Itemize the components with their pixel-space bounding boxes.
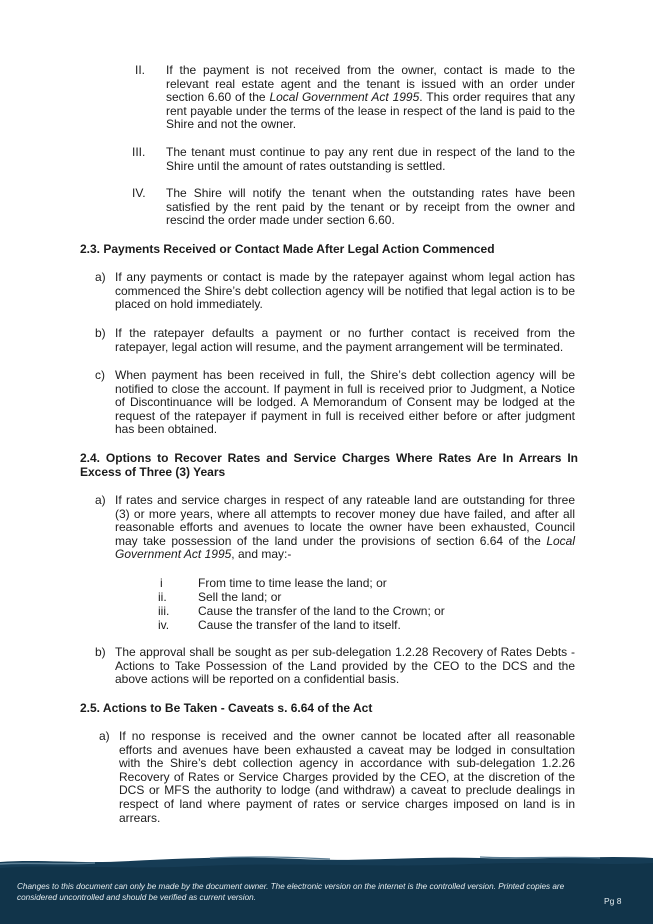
section-heading: 2.3. Payments Received or Contact Made After Legal Action Commenced	[80, 242, 495, 256]
footer-disclaimer: Changes to this document can only be made by the document owner. The electronic version on the internet is the controlled version. Printed copies are considered uncontrolled and should be verified as current version.	[17, 882, 565, 902]
sub-list-text: Sell the land; or	[198, 590, 282, 604]
sub-list-marker: i	[160, 576, 163, 590]
list-item-text: If the ratepayer defaults a payment or no further contact is received from the ratepayer, legal action will resume, and the payment arrangement will be terminated.	[115, 326, 575, 354]
list-marker: b)	[95, 645, 106, 659]
list-item-text: If the payment is not received from the owner, contact is made to the relevant real estate agent and the tenant is issued with an order under section 6.60 of the Local Government Act 1995. This order requires that any rent payable under the terms of the lease in respect of the land is paid to the Shire and not the owner.	[166, 63, 576, 132]
sub-list-marker: iv.	[158, 618, 170, 632]
list-item-text: If any payments or contact is made by the ratepayer against whom legal action has commenced the Shire’s debt collection agency will be notified that legal action is to be placed on hold immediately.	[115, 270, 575, 312]
sub-list-marker: iii.	[158, 604, 170, 618]
sub-list-text: From time to time lease the land; or	[198, 576, 387, 590]
list-marker: IV.	[132, 186, 146, 200]
list-item-text: If no response is received and the owner cannot be located after all reasonable efforts and avenues have been exhausted a caveat may be lodged in consultation with the Shire’s debt collection agency in accordance with sub-delegation 1.2.26 Recovery of Rates or Service Charges provided by the CEO, at the discretion of the DCS or MFS the authority to lodge (and withdraw) a caveat to preclude dealings in respect of land where payment of rates or service charges imposed on land is in arrears.	[119, 729, 575, 825]
list-marker: c)	[95, 368, 105, 382]
list-item-text: The approval shall be sought as per sub-delegation 1.2.28 Recovery of Rates Debts - Actions to Take Possession of the Land provided by the CEO to the DCS and the above actions will be reported on a confidential basis.	[115, 645, 575, 687]
list-marker: b)	[95, 326, 106, 340]
page-number: Pg 8	[604, 896, 622, 906]
list-item-text: The tenant must continue to pay any rent due in respect of the land to the Shire until the amount of rates outstanding is settled.	[166, 145, 575, 173]
sub-list-marker: ii.	[158, 590, 167, 604]
list-marker: a)	[95, 493, 106, 507]
list-item-text: When payment has been received in full, the Shire’s debt collection agency will be notified to close the account. If payment in full is received prior to Judgment, a Notice of Discontinuance will be lodged. A Memorandum of Consent may be lodged at the request of the ratepayer if payment in full is received either before or after judgment has been obtained.	[115, 368, 575, 437]
list-marker: II.	[135, 63, 146, 77]
list-marker: a)	[99, 729, 110, 743]
sub-list-text: Cause the transfer of the land to the Crown; or	[198, 604, 445, 618]
list-marker: III.	[132, 145, 146, 159]
list-item-text: The Shire will notify the tenant when the outstanding rates have been satisfied by the rent paid by the tenant or by receipt from the owner and rescind the order made under section 6.60.	[166, 186, 575, 228]
sub-list-text: Cause the transfer of the land to itself.	[198, 618, 401, 632]
list-marker: a)	[95, 270, 106, 284]
list-item-text: If rates and service charges in respect of any rateable land are outstanding for three (3) or more years, where all attempts to recover money due have failed, and after all reasonable efforts and avenues to locate the owner have been exhausted, Council may take possession of the land under the provisions of section 6.64 of the Local Government Act 1995, and may:-	[115, 493, 575, 562]
section-heading: 2.5. Actions to Be Taken - Caveats s. 6.64 of the Act	[80, 701, 373, 715]
section-heading: 2.4. Options to Recover Rates and Service Charges Where Rates Are In Arrears In Excess of Three (3) Years	[80, 451, 578, 479]
